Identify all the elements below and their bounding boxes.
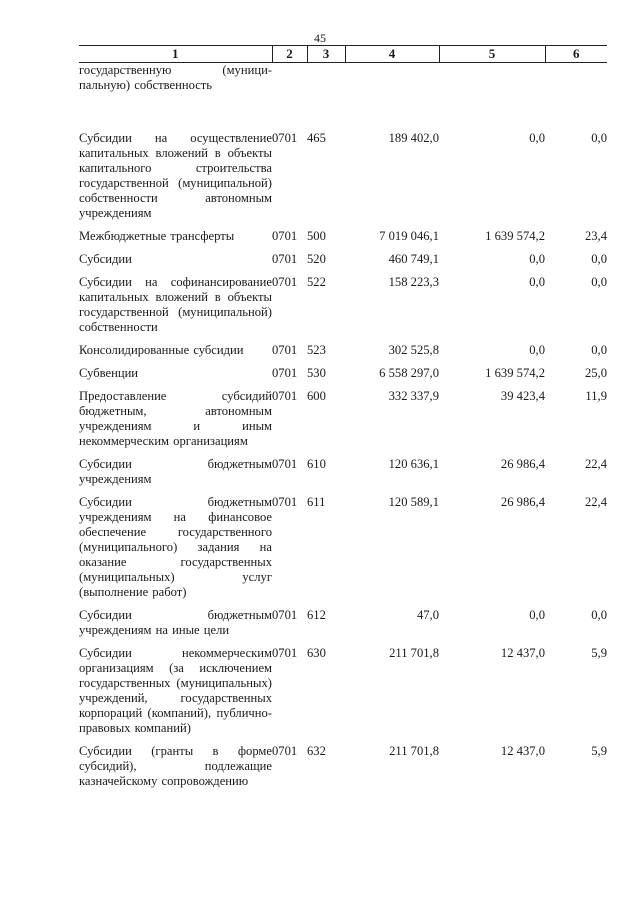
table-row	[79, 381, 607, 449]
column-header-6: 6	[545, 46, 607, 63]
row-plan-amount: 211 701,8	[389, 744, 439, 758]
row-name: Субсидии бюджетным учреждениям на финансовое обеспечение государственного (муниципального) задания на оказание государственных (муниципальных) услуг (выполнение работ)	[79, 495, 272, 599]
row-section-code: 0701	[272, 343, 298, 357]
row-percent: 23,4	[584, 229, 607, 243]
row-section-code: 0701	[272, 457, 298, 471]
row-plan-amount: 7 019 046,1	[379, 229, 439, 243]
row-plan-amount: 120 589,1	[388, 495, 439, 509]
row-percent: 22,4	[584, 495, 607, 509]
row-executed-amount: 0,0	[529, 343, 545, 357]
row-name: государственную (муници-пальную) собственность	[79, 63, 272, 92]
row-executed-amount: 12 437,0	[500, 646, 545, 660]
row-executed-amount: 1 639 574,2	[485, 229, 545, 243]
row-expense-type: 530	[307, 366, 326, 380]
row-percent: 0,0	[591, 275, 607, 289]
row-executed-amount: 1 639 574,2	[485, 366, 545, 380]
table-row	[79, 358, 607, 381]
row-executed-amount: 26 986,4	[500, 457, 545, 471]
column-header-2: 2	[272, 46, 307, 63]
row-plan-amount: 332 337,9	[388, 389, 439, 403]
page-number: 45	[314, 31, 326, 45]
row-expense-type: 610	[307, 457, 326, 471]
row-section-code: 0701	[272, 131, 298, 145]
row-section-code: 0701	[272, 275, 298, 289]
row-name: Консолидированные субсидии	[79, 343, 244, 357]
table-row	[79, 93, 607, 221]
row-executed-amount: 12 437,0	[500, 744, 545, 758]
row-plan-amount: 120 636,1	[388, 457, 439, 471]
table-row	[79, 267, 607, 335]
row-name: Предоставление субсидий бюджетным, автономным учреждениям и иным некоммерческим организациям	[79, 389, 272, 448]
row-percent: 0,0	[591, 343, 607, 357]
row-plan-amount: 189 402,0	[388, 131, 439, 145]
table-row	[79, 487, 607, 600]
row-expense-type	[307, 63, 345, 94]
row-expense-type: 611	[307, 495, 326, 509]
row-percent	[545, 63, 607, 94]
column-header-1: 1	[79, 46, 272, 63]
row-section-code: 0701	[272, 608, 298, 622]
budget-table	[79, 45, 607, 789]
row-name: Субсидии бюджетным учреждениям	[79, 457, 272, 486]
table-row	[79, 449, 607, 487]
row-section-code: 0701	[272, 744, 298, 758]
row-name: Субсидии на софинансирование капитальных вложений в объекты государственной (муниципальной) собственности	[79, 275, 272, 334]
table-row	[79, 221, 607, 244]
row-name: Субсидии (гранты в форме субсидий), подлежащие казначейскому сопровождению	[79, 744, 272, 788]
row-plan-amount: 211 701,8	[389, 646, 439, 660]
row-percent: 0,0	[591, 608, 607, 622]
table-row	[79, 600, 607, 638]
row-executed-amount: 0,0	[529, 252, 545, 266]
row-name: Субсидии	[79, 252, 132, 266]
row-executed-amount: 0,0	[529, 131, 545, 145]
row-percent: 0,0	[591, 131, 607, 145]
table-header-row	[79, 46, 607, 63]
row-percent: 25,0	[584, 366, 607, 380]
row-plan-amount: 302 525,8	[388, 343, 439, 357]
row-plan-amount	[345, 63, 439, 94]
row-expense-type: 523	[307, 343, 326, 357]
row-section-code	[272, 63, 307, 94]
row-section-code: 0701	[272, 366, 298, 380]
row-name: Межбюджетные трансферты	[79, 229, 235, 243]
row-plan-amount: 460 749,1	[388, 252, 439, 266]
row-executed-amount	[439, 63, 545, 94]
row-name: Субсидии некоммерческим организациям (за исключением государственных (муниципальных) учреждений, государственных корпораций (компаний), публично-правовых компаний)	[79, 646, 272, 735]
table-row	[79, 638, 607, 736]
column-header-5: 5	[439, 46, 545, 63]
row-expense-type: 500	[307, 229, 326, 243]
row-percent: 5,9	[591, 744, 607, 758]
row-plan-amount: 47,0	[416, 608, 439, 622]
row-executed-amount: 39 423,4	[500, 389, 545, 403]
row-expense-type: 612	[307, 608, 326, 622]
row-name: Субсидии на осуществление капитальных вложений в объекты капитального строительства государственной (муниципальной) собственности автономным учреждениям	[79, 131, 272, 220]
row-expense-type: 632	[307, 744, 326, 758]
row-expense-type: 600	[307, 389, 326, 403]
row-executed-amount: 0,0	[529, 275, 545, 289]
row-section-code: 0701	[272, 229, 298, 243]
table-row	[79, 244, 607, 267]
row-expense-type: 630	[307, 646, 326, 660]
table-row	[79, 335, 607, 358]
table-row	[79, 63, 607, 94]
row-percent: 22,4	[584, 457, 607, 471]
row-name: Субвенции	[79, 366, 139, 380]
row-percent: 0,0	[591, 252, 607, 266]
table-row	[79, 736, 607, 789]
row-section-code: 0701	[272, 646, 298, 660]
row-section-code: 0701	[272, 495, 298, 509]
row-expense-type: 522	[307, 275, 326, 289]
column-header-4: 4	[345, 46, 439, 63]
row-section-code: 0701	[272, 389, 298, 403]
row-percent: 5,9	[591, 646, 607, 660]
row-executed-amount: 26 986,4	[500, 495, 545, 509]
row-expense-type: 465	[307, 131, 326, 145]
column-header-3: 3	[307, 46, 345, 63]
row-section-code: 0701	[272, 252, 298, 266]
row-percent: 11,9	[585, 389, 607, 403]
row-expense-type: 520	[307, 252, 326, 266]
row-executed-amount: 0,0	[529, 608, 545, 622]
row-plan-amount: 158 223,3	[388, 275, 439, 289]
row-name: Субсидии бюджетным учреждениям на иные цели	[79, 608, 272, 637]
row-plan-amount: 6 558 297,0	[379, 366, 439, 380]
